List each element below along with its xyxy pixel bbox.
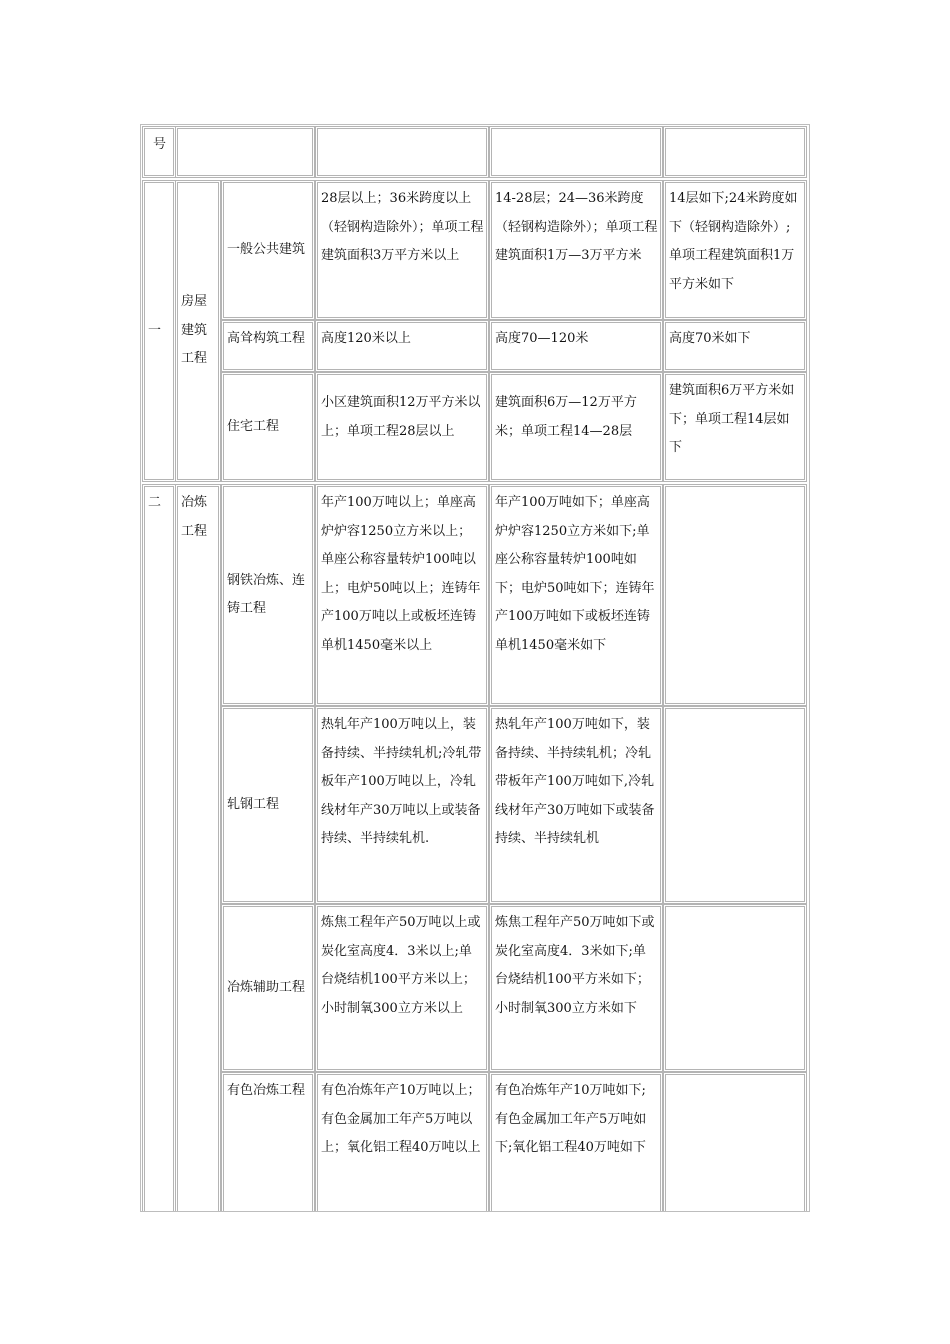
row-high-rise-name: 高耸构筑工程 bbox=[227, 331, 306, 346]
row-residential-grade3 bbox=[663, 372, 807, 482]
row-high-rise-grade2 bbox=[489, 320, 663, 372]
row-high-rise-grade3 bbox=[663, 320, 807, 372]
header-grade3-cell bbox=[663, 126, 807, 178]
row-nonferrous-grade3 bbox=[663, 1072, 807, 1212]
row-high-rise-grade2-text: 高度70—120米 bbox=[495, 331, 589, 346]
row-high-rise-grade1-text: 高度120米以上 bbox=[321, 331, 411, 346]
row-steel-smelting-grade1 bbox=[315, 484, 489, 706]
row-smelting-aux-name: 冶炼辅助工程 bbox=[227, 979, 306, 995]
row-general-public-grade2-text: 14-28层；24—36米跨度（轻钢构造除外）；单项工程建筑面积1万—3万平方米 bbox=[495, 191, 658, 263]
row-rolling-name-cell bbox=[221, 706, 315, 904]
row-steel-smelting-name-cell bbox=[221, 484, 315, 706]
row-residential-name-cell bbox=[221, 372, 315, 482]
header-grade1-cell bbox=[315, 126, 489, 178]
row-high-rise-grade3-text: 高度70米如下 bbox=[669, 331, 751, 346]
row-nonferrous-grade2 bbox=[489, 1072, 663, 1212]
row-high-rise-name-cell bbox=[221, 320, 315, 372]
section-1-no-cell bbox=[142, 180, 176, 482]
row-general-public-name: 一般公共建筑 bbox=[227, 241, 306, 257]
section-2-no-cell bbox=[142, 484, 176, 1212]
row-nonferrous-name-cell bbox=[221, 1072, 315, 1212]
row-general-public-grade3-text: 14层如下;24米跨度如下（轻钢构造除外）;单项工程建筑面积1万平方米如下 bbox=[669, 191, 798, 292]
row-general-public-grade1-text: 28层以上；36米跨度以上（轻钢构造除外）；单项工程建筑面积3万平方米以上 bbox=[321, 191, 484, 263]
row-nonferrous-grade2-text: 有色冶炼年产10万吨如下;有色金属加工年产5万吨如下;氧化铝工程40万吨如下 bbox=[495, 1083, 647, 1155]
row-nonferrous-grade1 bbox=[315, 1072, 489, 1212]
row-smelting-aux-grade2 bbox=[489, 904, 663, 1072]
row-general-public-grade2 bbox=[489, 180, 663, 320]
row-smelting-aux-grade1-text: 炼焦工程年产50万吨以上或炭化室高度4．3米以上;单台烧结机100平方米以上；小时制氧300立方米以上 bbox=[321, 915, 481, 1016]
header-category-cell bbox=[175, 126, 315, 178]
header-grade2-cell bbox=[489, 126, 663, 178]
row-steel-smelting-name: 钢铁冶炼、连铸工程 bbox=[227, 572, 306, 616]
row-general-public-grade3 bbox=[663, 180, 807, 320]
row-smelting-aux-name-cell bbox=[221, 904, 315, 1072]
header-serial-cell bbox=[142, 126, 176, 178]
row-rolling-grade1 bbox=[315, 706, 489, 904]
section-1-category: 房屋建筑工程 bbox=[181, 294, 208, 367]
section-2-category-cell bbox=[175, 484, 221, 1212]
row-steel-smelting-grade2 bbox=[489, 484, 663, 706]
row-residential-grade2-text: 建筑面积6万—12万平方米；单项工程14—28层 bbox=[495, 395, 637, 439]
row-residential-grade1 bbox=[315, 372, 489, 482]
row-smelting-aux-grade3 bbox=[663, 904, 807, 1072]
row-residential-grade1-text: 小区建筑面积12万平方米以上；单项工程28层以上 bbox=[321, 395, 481, 439]
row-residential-grade3-text: 建筑面积6万平方米如下；单项工程14层如下 bbox=[669, 383, 795, 455]
row-residential-name: 住宅工程 bbox=[227, 418, 280, 434]
row-smelting-aux-grade1 bbox=[315, 904, 489, 1072]
row-rolling-name: 轧钢工程 bbox=[227, 796, 280, 812]
row-rolling-grade2 bbox=[489, 706, 663, 904]
row-rolling-grade1-text: 热轧年产100万吨以上，装备持续、半持续轧机;冷轧带板年产100万吨以上，冷轧线材年产30万吨以上或装备持续、半持续轧机. bbox=[321, 717, 482, 846]
row-rolling-grade3 bbox=[663, 706, 807, 904]
row-steel-smelting-grade3 bbox=[663, 484, 807, 706]
row-nonferrous-grade1-text: 有色冶炼年产10万吨以上；有色金属加工年产5万吨以上；氧化铝工程40万吨以上 bbox=[321, 1083, 481, 1155]
row-rolling-grade2-text: 热轧年产100万吨如下，装备持续、半持续轧机；冷轧带板年产100万吨如下,冷轧线材年产30万吨如下或装备持续、半持续轧机 bbox=[495, 717, 655, 846]
row-steel-smelting-grade2-text: 年产100万吨如下；单座高炉炉容1250立方米如下;单座公称容量转炉100吨如下；电炉50吨如下；连铸年产100万吨如下或板坯连铸单机1450毫米如下 bbox=[495, 495, 655, 653]
section-1-category-cell bbox=[175, 180, 221, 482]
row-steel-smelting-grade1-text: 年产100万吨以上；单座高炉炉容1250立方米以上；单座公称容量转炉100吨以上；电炉50吨以上；连铸年产100万吨以上或板坯连铸单机1450毫米以上 bbox=[321, 495, 481, 653]
section-2-category: 冶炼工程 bbox=[181, 495, 208, 539]
section-2-no: 二 bbox=[148, 495, 162, 510]
row-general-public-name-cell bbox=[221, 180, 315, 320]
row-nonferrous-name: 有色冶炼工程 bbox=[227, 1083, 306, 1098]
section-1-no: 一 bbox=[148, 322, 162, 338]
row-residential-grade2 bbox=[489, 372, 663, 482]
qualification-table bbox=[140, 124, 810, 1212]
row-general-public-grade1 bbox=[315, 180, 489, 320]
row-smelting-aux-grade2-text: 炼焦工程年产50万吨如下或炭化室高度4．3米如下;单台烧结机100平方米如下；小时制氧300立方米如下 bbox=[495, 915, 655, 1016]
row-high-rise-grade1 bbox=[315, 320, 489, 372]
header-serial-label: 号 bbox=[152, 137, 166, 152]
